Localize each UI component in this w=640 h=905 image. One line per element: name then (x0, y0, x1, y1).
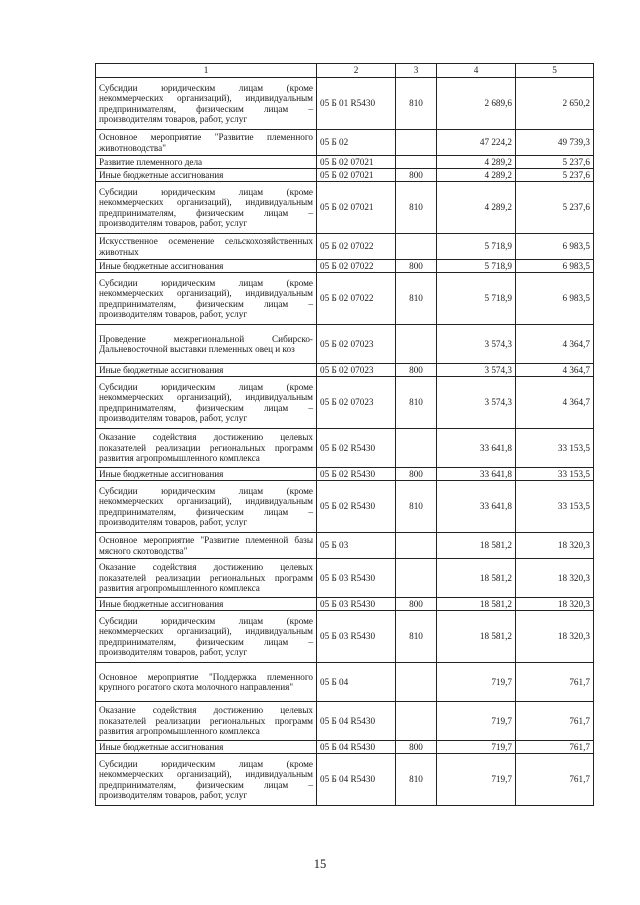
row-amount-2: 6 983,5 (516, 234, 594, 260)
row-code: 05 Б 02 R5430 (317, 468, 396, 481)
row-amount-1: 719,7 (437, 741, 516, 754)
row-amount-1: 4 289,2 (437, 182, 516, 234)
row-amount-2: 18 320,3 (516, 611, 594, 663)
row-amount-2: 18 320,3 (516, 533, 594, 559)
row-name: Основное мероприятие "Поддержка племенного крупного рогатого скота молочного направления" (96, 663, 317, 702)
table-row (96, 273, 594, 325)
row-expense-type: 810 (396, 754, 437, 806)
table-row (96, 182, 594, 234)
row-name: Субсидии юридическим лицам (кроме некоммерческих организаций), индивидуальным предпринимателям, физическим лицам – производителям товаров, работ, услуг (96, 273, 317, 325)
row-expense-type: 800 (396, 169, 437, 182)
row-amount-1: 2 689,6 (437, 78, 516, 130)
row-amount-1: 719,7 (437, 663, 516, 702)
column-header-amount-2: 5 (516, 64, 594, 78)
table-row (96, 78, 594, 130)
row-name: Иные бюджетные ассигнования (96, 598, 317, 611)
row-code: 05 Б 04 R5430 (317, 702, 396, 741)
row-name: Оказание содействия достижению целевых показателей реализации региональных программ развития агропромышленного комплекса (96, 429, 317, 468)
table-row (96, 325, 594, 364)
row-amount-2: 4 364,7 (516, 364, 594, 377)
row-code: 05 Б 02 07023 (317, 377, 396, 429)
row-name: Субсидии юридическим лицам (кроме некоммерческих организаций), индивидуальным предпринимателям, физическим лицам – производителям товаров, работ, услуг (96, 78, 317, 130)
column-header-amount-1: 4 (437, 64, 516, 78)
row-amount-1: 18 581,2 (437, 533, 516, 559)
table-row (96, 260, 594, 273)
row-amount-2: 761,7 (516, 663, 594, 702)
row-code: 05 Б 03 (317, 533, 396, 559)
row-expense-type: 800 (396, 260, 437, 273)
row-name: Субсидии юридическим лицам (кроме некоммерческих организаций), индивидуальным предпринимателям, физическим лицам – производителям товаров, работ, услуг (96, 182, 317, 234)
page-number: 15 (313, 857, 327, 871)
column-header-expense-type: 3 (396, 64, 437, 78)
table-row (96, 377, 594, 429)
row-code: 05 Б 02 R5430 (317, 481, 396, 533)
row-expense-type: 810 (396, 78, 437, 130)
table-row (96, 364, 594, 377)
row-name: Оказание содействия достижению целевых показателей реализации региональных программ развития агропромышленного комплекса (96, 559, 317, 598)
column-header-name: 1 (96, 64, 317, 78)
row-expense-type: 810 (396, 377, 437, 429)
row-name: Иные бюджетные ассигнования (96, 169, 317, 182)
row-expense-type (396, 130, 437, 156)
row-expense-type (396, 702, 437, 741)
column-header-code: 2 (317, 64, 396, 78)
row-expense-type: 810 (396, 273, 437, 325)
row-amount-1: 4 289,2 (437, 156, 516, 169)
row-amount-1: 33 641,8 (437, 481, 516, 533)
row-expense-type (396, 559, 437, 598)
row-code: 05 Б 04 R5430 (317, 741, 396, 754)
row-expense-type (396, 429, 437, 468)
row-name: Иные бюджетные ассигнования (96, 260, 317, 273)
table-row (96, 741, 594, 754)
table-row (96, 156, 594, 169)
table-row (96, 611, 594, 663)
row-name: Субсидии юридическим лицам (кроме некоммерческих организаций), индивидуальным предпринимателям, физическим лицам – производителям товаров, работ, услуг (96, 481, 317, 533)
row-code: 05 Б 02 R5430 (317, 429, 396, 468)
row-code: 05 Б 02 07022 (317, 234, 396, 260)
row-name: Субсидии юридическим лицам (кроме некоммерческих организаций), индивидуальным предпринимателям, физическим лицам – производителям товаров, работ, услуг (96, 754, 317, 806)
table-row (96, 234, 594, 260)
table-row (96, 481, 594, 533)
row-amount-1: 5 718,9 (437, 260, 516, 273)
row-code: 05 Б 03 R5430 (317, 559, 396, 598)
row-amount-2: 761,7 (516, 754, 594, 806)
row-expense-type: 810 (396, 182, 437, 234)
row-amount-1: 4 289,2 (437, 169, 516, 182)
row-amount-2: 5 237,6 (516, 169, 594, 182)
row-name: Оказание содействия достижению целевых показателей реализации региональных программ развития агропромышленного комплекса (96, 702, 317, 741)
row-amount-2: 761,7 (516, 702, 594, 741)
row-expense-type: 800 (396, 468, 437, 481)
row-expense-type (396, 663, 437, 702)
row-amount-2: 33 153,5 (516, 468, 594, 481)
row-name: Искусственное осеменение сельскохозяйственных животных (96, 234, 317, 260)
row-expense-type: 810 (396, 481, 437, 533)
row-name: Основное мероприятие "Развитие племенной базы мясного скотоводства" (96, 533, 317, 559)
table-row (96, 429, 594, 468)
row-amount-2: 6 983,5 (516, 260, 594, 273)
row-amount-1: 3 574,3 (437, 364, 516, 377)
table-row (96, 754, 594, 806)
row-code: 05 Б 01 R5430 (317, 78, 396, 130)
row-name: Развитие племенного дела (96, 156, 317, 169)
row-expense-type: 810 (396, 611, 437, 663)
row-amount-1: 5 718,9 (437, 234, 516, 260)
table-row (96, 130, 594, 156)
row-amount-2: 18 320,3 (516, 559, 594, 598)
row-code: 05 Б 02 07022 (317, 273, 396, 325)
row-amount-1: 33 641,8 (437, 429, 516, 468)
row-amount-2: 5 237,6 (516, 156, 594, 169)
table-row (96, 533, 594, 559)
row-expense-type: 800 (396, 741, 437, 754)
row-code: 05 Б 03 R5430 (317, 598, 396, 611)
table-row (96, 598, 594, 611)
row-code: 05 Б 04 R5430 (317, 754, 396, 806)
table-row (96, 702, 594, 741)
row-amount-1: 18 581,2 (437, 611, 516, 663)
row-name: Основное мероприятие "Развитие племенного животноводства" (96, 130, 317, 156)
row-name: Субсидии юридическим лицам (кроме некоммерческих организаций), индивидуальным предпринимателям, физическим лицам – производителям товаров, работ, услуг (96, 377, 317, 429)
row-name: Субсидии юридическим лицам (кроме некоммерческих организаций), индивидуальным предпринимателям, физическим лицам – производителям товаров, работ, услуг (96, 611, 317, 663)
row-expense-type: 800 (396, 598, 437, 611)
row-amount-2: 18 320,3 (516, 598, 594, 611)
row-code: 05 Б 02 07021 (317, 182, 396, 234)
row-expense-type (396, 234, 437, 260)
row-amount-1: 3 574,3 (437, 325, 516, 364)
row-amount-1: 47 224,2 (437, 130, 516, 156)
row-amount-2: 33 153,5 (516, 429, 594, 468)
row-amount-1: 719,7 (437, 702, 516, 741)
row-expense-type (396, 325, 437, 364)
row-code: 05 Б 02 07022 (317, 260, 396, 273)
row-amount-2: 2 650,2 (516, 78, 594, 130)
row-name: Проведение межрегиональной Сибирско-Дальневосточной выставки племенных овец и коз (96, 325, 317, 364)
row-name: Иные бюджетные ассигнования (96, 468, 317, 481)
row-amount-1: 3 574,3 (437, 377, 516, 429)
row-amount-2: 33 153,5 (516, 481, 594, 533)
row-amount-1: 33 641,8 (437, 468, 516, 481)
table-body (96, 78, 594, 806)
row-code: 05 Б 02 07021 (317, 156, 396, 169)
table-row (96, 663, 594, 702)
row-amount-1: 18 581,2 (437, 559, 516, 598)
budget-table (95, 63, 594, 806)
row-code: 05 Б 02 07023 (317, 364, 396, 377)
row-amount-2: 49 739,3 (516, 130, 594, 156)
row-expense-type (396, 533, 437, 559)
row-code: 05 Б 02 (317, 130, 396, 156)
row-amount-2: 4 364,7 (516, 377, 594, 429)
row-name: Иные бюджетные ассигнования (96, 741, 317, 754)
row-amount-1: 5 718,9 (437, 273, 516, 325)
row-expense-type (396, 156, 437, 169)
row-code: 05 Б 03 R5430 (317, 611, 396, 663)
table-row (96, 169, 594, 182)
row-amount-2: 6 983,5 (516, 273, 594, 325)
row-amount-1: 719,7 (437, 754, 516, 806)
table-row (96, 468, 594, 481)
row-amount-1: 18 581,2 (437, 598, 516, 611)
table-header-row (96, 64, 594, 78)
table-row (96, 559, 594, 598)
row-amount-2: 5 237,6 (516, 182, 594, 234)
row-code: 05 Б 04 (317, 663, 396, 702)
row-name: Иные бюджетные ассигнования (96, 364, 317, 377)
row-code: 05 Б 02 07023 (317, 325, 396, 364)
row-expense-type: 800 (396, 364, 437, 377)
row-code: 05 Б 02 07021 (317, 169, 396, 182)
row-amount-2: 761,7 (516, 741, 594, 754)
row-amount-2: 4 364,7 (516, 325, 594, 364)
